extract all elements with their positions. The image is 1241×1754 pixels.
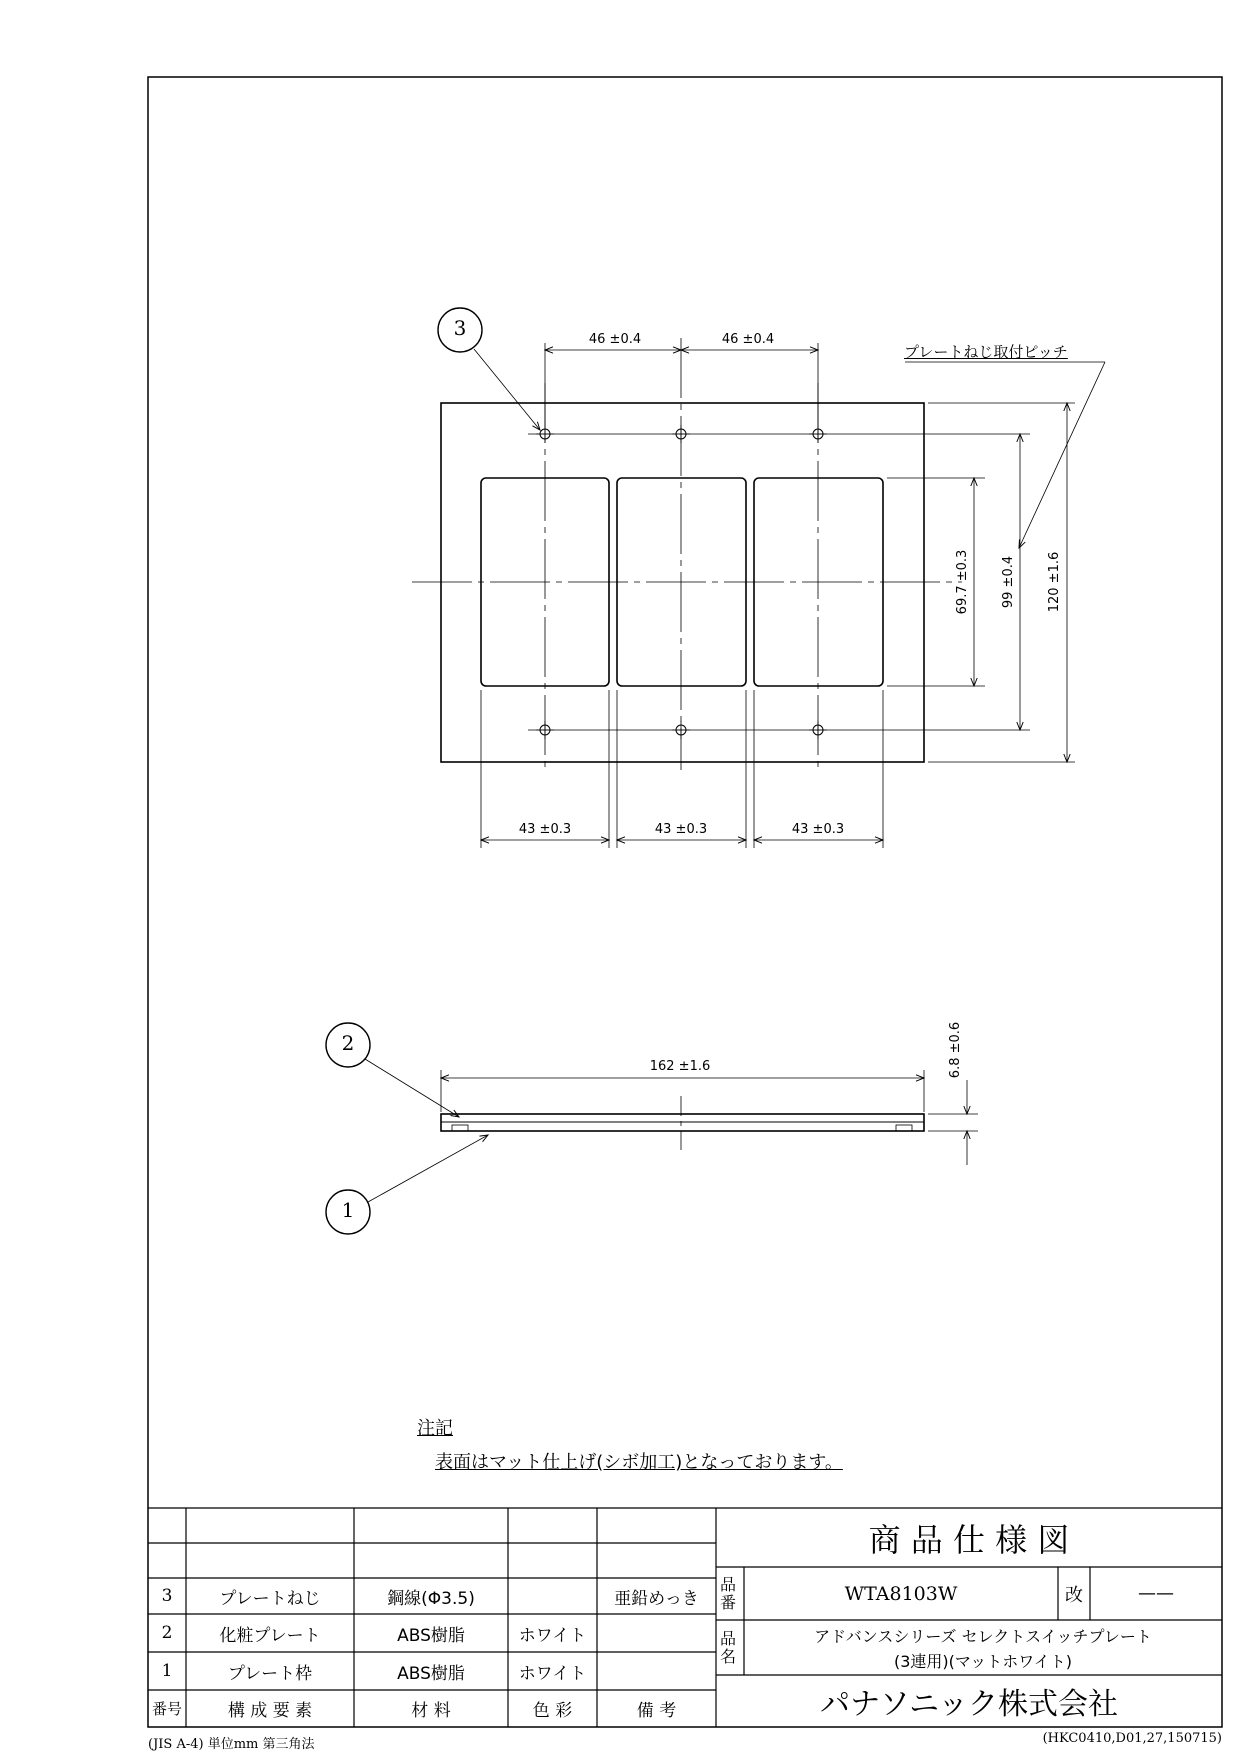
notes-text: 表面はマット仕上げ(シボ加工)となっております。 bbox=[435, 1452, 843, 1473]
dim-top-left: 46 ±0.4 bbox=[588, 332, 642, 347]
footer-left: (JIS A-4) 単位mm 第三角法 bbox=[148, 1737, 315, 1752]
header-no: 番号 bbox=[151, 1700, 182, 1718]
header-element: 構 成 要 素 bbox=[227, 1701, 313, 1721]
company-name: パナソニック株式会社 bbox=[820, 1687, 1118, 1722]
sheet-border bbox=[148, 77, 1222, 1727]
notes-heading: 注記 bbox=[417, 1418, 453, 1439]
footer-right: (HKC0410,D01,27,150715) bbox=[1042, 1731, 1222, 1746]
product-name-line2: (3連用)(マットホワイト) bbox=[893, 1651, 1073, 1671]
screw-bottom-1 bbox=[536, 721, 554, 739]
row2-color: ホワイト bbox=[518, 1625, 587, 1646]
dim-window-width-1: 43 ±0.3 bbox=[518, 822, 572, 837]
part-no: WTA8103W bbox=[844, 1582, 958, 1605]
dim-plate-thickness: 6.8 ±0.6 bbox=[948, 1021, 963, 1079]
row2-no: 2 bbox=[161, 1623, 173, 1643]
dim-plate-width: 162 ±1.6 bbox=[649, 1059, 711, 1074]
side-view bbox=[326, 1023, 978, 1234]
dim-window-height: 69.7 ±0.3 bbox=[955, 549, 970, 615]
row3-element: プレートねじ bbox=[219, 1588, 321, 1609]
row1-material: ABS樹脂 bbox=[397, 1663, 465, 1684]
row2-element: 化粧プレート bbox=[219, 1625, 321, 1646]
screw-bottom-3 bbox=[809, 721, 827, 739]
revision-value: —— bbox=[1138, 1583, 1174, 1604]
callout-1-label: 1 bbox=[341, 1198, 355, 1222]
row1-element: プレート枠 bbox=[227, 1663, 313, 1684]
row2-material: ABS樹脂 bbox=[397, 1625, 465, 1646]
row3-remarks: 亜鉛めっき bbox=[614, 1588, 699, 1609]
product-name-line1: アドバンスシリーズ セレクトスイッチプレート bbox=[814, 1626, 1152, 1646]
screw-bottom-2 bbox=[672, 721, 690, 739]
screw-pitch-label: プレートねじ取付ピッチ bbox=[904, 343, 1068, 361]
header-material: 材 料 bbox=[411, 1701, 451, 1721]
row1-remarks bbox=[597, 1652, 716, 1690]
header-color: 色 彩 bbox=[532, 1701, 573, 1721]
row1-no: 1 bbox=[161, 1661, 173, 1681]
drawing-title: 商 品 仕 様 図 bbox=[868, 1520, 1070, 1559]
callout-3-label: 3 bbox=[453, 316, 467, 340]
dim-window-width-3: 43 ±0.3 bbox=[791, 822, 845, 837]
screw-top-2 bbox=[672, 425, 690, 443]
revision-label: 改 bbox=[1065, 1584, 1083, 1606]
screw-top-1 bbox=[536, 425, 554, 443]
dim-top-right: 46 ±0.4 bbox=[721, 332, 775, 347]
part-no-label: 品番 bbox=[720, 1574, 737, 1612]
header-remarks: 備 考 bbox=[636, 1701, 677, 1721]
row1-color: ホワイト bbox=[518, 1663, 587, 1684]
row2-remarks bbox=[597, 1614, 716, 1652]
dim-plate-height: 120 ±1.6 bbox=[1047, 551, 1062, 613]
product-name-label: 品名 bbox=[720, 1628, 737, 1666]
row3-material: 鋼線(Φ3.5) bbox=[387, 1588, 475, 1609]
callout-2-label: 2 bbox=[341, 1031, 355, 1055]
plate-outline bbox=[441, 403, 924, 762]
screw-top-3 bbox=[809, 425, 827, 443]
row3-no: 3 bbox=[161, 1586, 173, 1606]
dim-screw-vertical: 99 ±0.4 bbox=[1001, 555, 1016, 609]
dim-window-width-2: 43 ±0.3 bbox=[654, 822, 708, 837]
row3-color bbox=[508, 1578, 597, 1614]
